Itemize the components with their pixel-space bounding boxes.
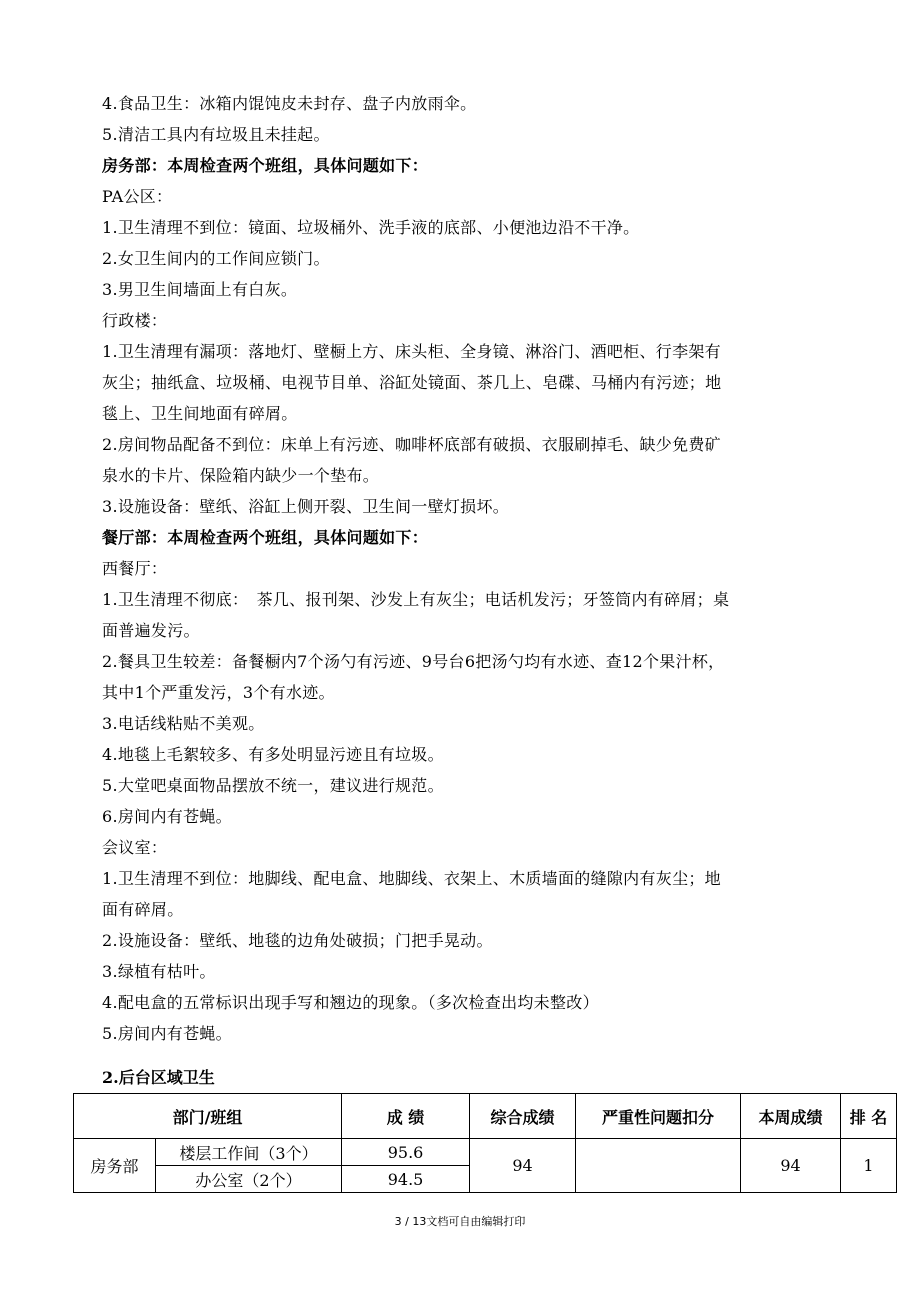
text-line: 5.房间内有苍蝇。	[102, 1024, 232, 1043]
text-line: 1.卫生清理不到位：地脚线、配电盒、地脚线、衣架上、木质墙面的缝隙内有灰尘；地	[102, 869, 721, 888]
group-score-cell: 95.6	[342, 1139, 470, 1166]
section-2-title: 2.后台区域卫生	[102, 1068, 215, 1087]
header-penalty: 严重性问题扣分	[576, 1094, 741, 1139]
group-name-cell: 办公室（2个）	[156, 1166, 342, 1193]
group-name-cell: 楼层工作间（3个）	[156, 1139, 342, 1166]
section-heading: 房务部：本周检查两个班组，具体问题如下：	[102, 156, 429, 175]
text-line: 2.女卫生间内的工作间应锁门。	[102, 249, 330, 268]
dept-name-cell: 房务部	[74, 1139, 156, 1193]
table-row	[74, 1139, 897, 1166]
text-line: 西餐厅：	[102, 559, 168, 578]
header-week: 本周成绩	[741, 1094, 841, 1139]
text-line: 3.男卫生间墙面上有白灰。	[102, 280, 298, 299]
text-line: 毯上、卫生间地面有碎屑。	[102, 404, 298, 423]
body-text	[102, 94, 822, 1055]
text-line: 其中1个严重发污，3个有水迹。	[102, 683, 335, 702]
text-line: 4.地毯上毛絮较多、有多处明显污迹且有垃圾。	[102, 745, 444, 764]
header-rank: 排 名	[841, 1094, 897, 1139]
text-line: 面有碎屑。	[102, 900, 184, 919]
section-heading: 餐厅部：本周检查两个班组，具体问题如下：	[102, 528, 429, 547]
text-line: 4.配电盒的五常标识出现手写和翘边的现象。（多次检查出均未整改）	[102, 993, 599, 1012]
week-score-cell: 94	[741, 1139, 841, 1193]
text-line: 3.电话线粘贴不美观。	[102, 714, 265, 733]
text-line: 1.卫生清理不到位：镜面、垃圾桶外、洗手液的底部、小便池边沿不干净。	[102, 218, 640, 237]
text-line: 2.设施设备：壁纸、地毯的边角处破损；门把手晃动。	[102, 931, 493, 950]
penalty-cell	[576, 1139, 741, 1193]
text-line: 5.大堂吧桌面物品摆放不统一，建议进行规范。	[102, 776, 444, 795]
header-overall: 综合成绩	[470, 1094, 576, 1139]
header-dept: 部门/班组	[74, 1094, 342, 1139]
score-table	[73, 1093, 897, 1193]
text-line: 3.绿植有枯叶。	[102, 962, 216, 981]
text-line: 3.设施设备：壁纸、浴缸上侧开裂、卫生间一壁灯损坏。	[102, 497, 510, 516]
text-line: 1.卫生清理不彻底： 茶几、报刊架、沙发上有灰尘；电话机发污；牙签筒内有碎屑；桌	[102, 590, 730, 609]
text-line: 4.食品卫生：冰箱内馄饨皮未封存、盘子内放雨伞。	[102, 94, 477, 113]
text-line: 面普遍发污。	[102, 621, 200, 640]
page-footer: 3 / 13文档可自由编辑打印	[394, 1215, 526, 1228]
text-line: 会议室：	[102, 838, 168, 857]
overall-score-cell: 94	[470, 1139, 576, 1193]
group-score-cell: 94.5	[342, 1166, 470, 1193]
text-line: 5.清洁工具内有垃圾且未挂起。	[102, 125, 330, 144]
rank-cell: 1	[841, 1139, 897, 1193]
text-line: 2.餐具卫生较差：备餐橱内7个汤勺有污迹、9号台6把汤勺均有水迹、查12个果汁杯，	[102, 652, 725, 671]
text-line: 1.卫生清理有漏项：落地灯、壁橱上方、床头柜、全身镜、淋浴门、酒吧柜、行李架有	[102, 342, 721, 361]
header-score: 成 绩	[342, 1094, 470, 1139]
text-line: 6.房间内有苍蝇。	[102, 807, 232, 826]
text-line: 行政楼：	[102, 311, 168, 330]
text-line: 2.房间物品配备不到位：床单上有污迹、咖啡杯底部有破损、衣服刷掉毛、缺少免费矿	[102, 435, 721, 454]
text-line: PA公区：	[102, 187, 173, 206]
text-line: 泉水的卡片、保险箱内缺少一个垫布。	[102, 466, 380, 485]
text-line: 灰尘；抽纸盒、垃圾桶、电视节目单、浴缸处镜面、茶几上、皂碟、马桶内有污迹；地	[102, 373, 722, 392]
table-header-row	[74, 1094, 897, 1139]
